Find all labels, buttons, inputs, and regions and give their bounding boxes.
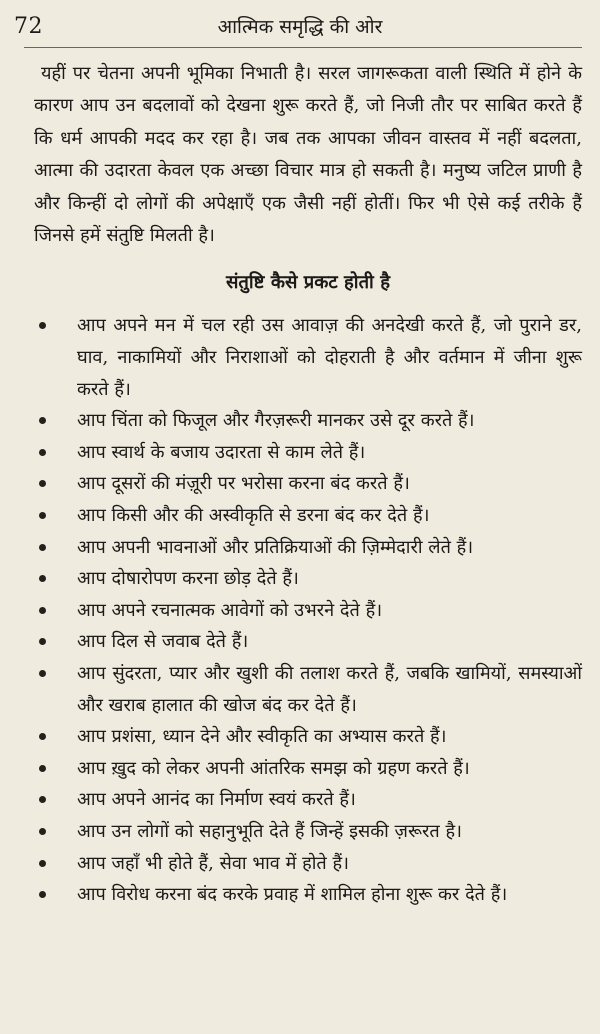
bullet-icon xyxy=(39,891,46,898)
bullet-icon xyxy=(39,638,46,645)
list-item-text: आप दोषारोपण करना छोड़ देते हैं। xyxy=(77,568,299,590)
bullet-icon xyxy=(39,796,46,803)
list-item xyxy=(34,563,582,595)
bullet-icon xyxy=(39,765,46,772)
bullet-icon xyxy=(39,670,46,677)
header-divider xyxy=(24,47,582,48)
list-item xyxy=(34,721,582,753)
list-item-text: आप चिंता को फिजूल और गैरज़रूरी मानकर उसे दूर करते हैं। xyxy=(77,410,475,432)
list-item-text: आप दिल से जवाब देते हैं। xyxy=(77,631,249,653)
bullet-icon xyxy=(39,733,46,740)
list-item-text: आप सुंदरता, प्यार और खुशी की तलाश करते हैं, जबकि खामियों, समस्याओं और खराब हालात की खोज बंद कर देते हैं। xyxy=(77,662,582,716)
contentment-list xyxy=(34,310,582,910)
section-heading: संतुष्टि कैसे प्रकट होती है xyxy=(226,272,390,294)
list-item-text: आप स्वार्थ के बजाय उदारता से काम लेते हैं। xyxy=(77,441,366,463)
page-number: 72 xyxy=(14,14,43,39)
bullet-icon xyxy=(39,607,46,614)
list-item xyxy=(34,437,582,469)
list-item-text: आप ख़ुद को लेकर अपनी आंतरिक समझ को ग्रहण करते हैं। xyxy=(77,757,470,779)
page-header xyxy=(0,0,600,50)
list-item-text: आप अपने आनंद का निर्माण स्वयं करते हैं। xyxy=(77,789,356,811)
list-item xyxy=(34,405,582,437)
list-item-text: आप उन लोगों को सहानुभूति देते हैं जिन्हें इसकी ज़रूरत है। xyxy=(77,820,462,842)
bullet-icon xyxy=(39,417,46,424)
bullet-icon xyxy=(39,449,46,456)
list-item xyxy=(34,500,582,532)
running-title: आत्मिक समृद्धि की ओर xyxy=(217,16,383,38)
list-item xyxy=(34,753,582,785)
list-item xyxy=(34,310,582,405)
list-item-text: आप अपने मन में चल रही उस आवाज़ की अनदेखी करते हैं, जो पुराने डर, घाव, नाकामियों और निराशाओं को दोहराती है और वर्तमान में जीना शुरू करते हैं। xyxy=(77,315,582,400)
list-item-text: आप अपने रचनात्मक आवेगों को उभरने देते हैं। xyxy=(77,599,383,621)
bullet-icon xyxy=(39,512,46,519)
bullet-icon xyxy=(39,480,46,487)
list-item xyxy=(34,784,582,816)
list-item xyxy=(34,816,582,848)
bullet-icon xyxy=(39,544,46,551)
bullet-icon xyxy=(39,828,46,835)
bullet-icon xyxy=(39,860,46,867)
list-item xyxy=(34,658,582,721)
list-item-text: आप विरोध करना बंद करके प्रवाह में शामिल होना शुरू कर देते हैं। xyxy=(77,884,508,906)
list-item xyxy=(34,848,582,880)
list-item-text: आप जहाँ भी होते हैं, सेवा भाव में होते हैं। xyxy=(77,852,349,874)
list-item xyxy=(34,879,582,911)
list-item xyxy=(34,532,582,564)
bullet-icon xyxy=(39,322,46,329)
page-content xyxy=(34,58,582,911)
list-item xyxy=(34,626,582,658)
bullet-icon xyxy=(39,575,46,582)
list-item-text: आप प्रशंसा, ध्यान देने और स्वीकृति का अभ्यास करते हैं। xyxy=(77,726,447,748)
list-item-text: आप दूसरों की मंज़ूरी पर भरोसा करना बंद करते हैं। xyxy=(77,473,410,495)
intro-paragraph: यहीं पर चेतना अपनी भूमिका निभाती है। सरल जागरूकता वाली स्थिति में होने के कारण आप उन बदलावों को देखना शुरू करते हैं, जो निजी तौर पर साबित करते हैं कि धर्म आपकी मदद कर रहा है। जब तक आपका जीवन वास्तव में नहीं बदलता, आत्मा की उदारता केवल एक अच्छा विचार मात्र हो सकती है। मनुष्य जटिल प्राणी है और किन्हीं दो लोगों की अपेक्षाएँ एक जैसी नहीं होतीं। फिर भी ऐसे कई तरीके हैं जिनसे हमें संतुष्टि मिलती है। xyxy=(34,63,582,247)
list-item xyxy=(34,595,582,627)
list-item-text: आप किसी और की अस्वीकृति से डरना बंद कर देते हैं। xyxy=(77,505,430,526)
list-item-text: आप अपनी भावनाओं और प्रतिक्रियाओं की ज़िम्मेदारी लेते हैं। xyxy=(77,536,474,558)
list-item xyxy=(34,468,582,500)
